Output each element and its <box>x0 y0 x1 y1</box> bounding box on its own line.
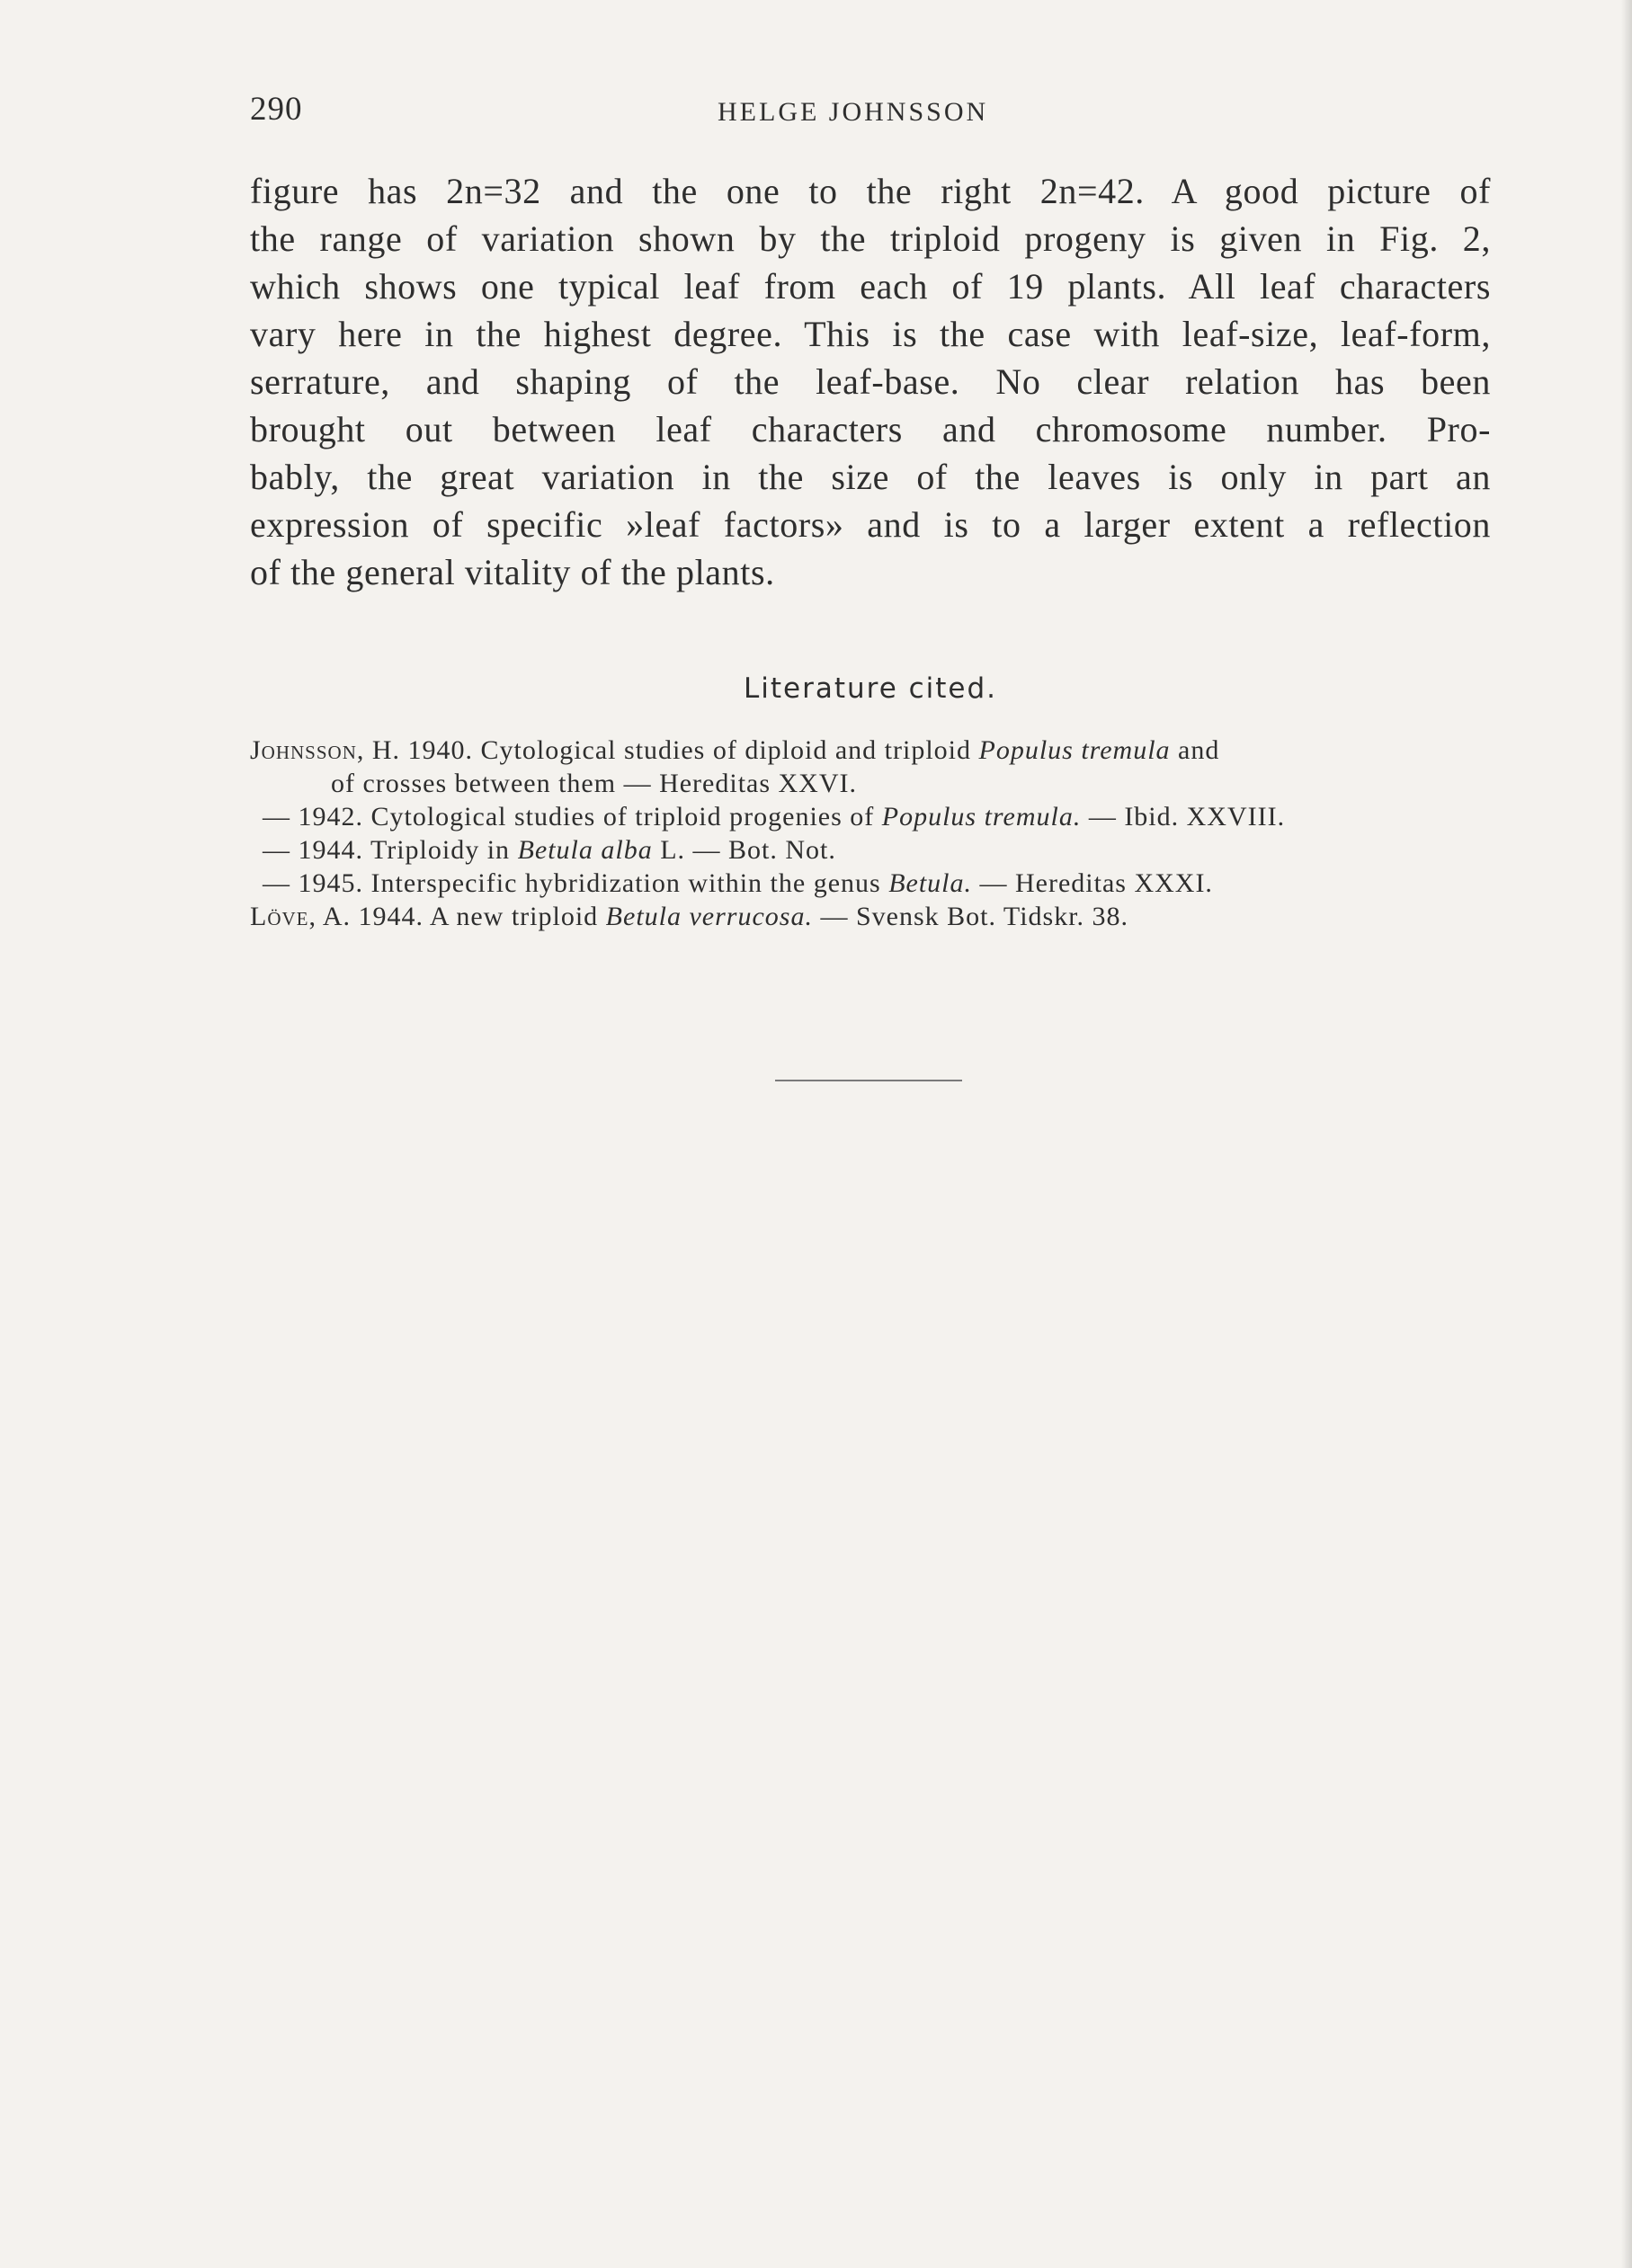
body-line: vary here in the highest degree. This is the case with leaf-size, leaf-form, <box>250 314 1491 354</box>
reference-text: — 1944. Triploidy in <box>263 835 518 865</box>
body-line: figure has 2n=32 and the one to the right 2n=42. A good picture of <box>250 171 1491 211</box>
reference-entry <box>250 800 1491 833</box>
reference-text: — 1942. Cytological studies of triploid progenies of <box>263 802 882 832</box>
body-paragraph <box>250 167 1491 596</box>
body-line: the range of variation shown by the triploid progeny is given in Fig. 2, <box>250 218 1491 259</box>
reference-taxon: Populus tremula. <box>881 802 1082 832</box>
reference-text: , H. 1940. Cytological studies of diploid and triploid <box>356 735 979 765</box>
reference-text: — 1945. Interspecific hybridization within the genus <box>263 868 889 898</box>
reference-text: — Ibid. XXVIII. <box>1081 802 1286 832</box>
reference-text: — Hereditas XXXI. <box>972 868 1213 898</box>
body-line: which shows one typical leaf from each of 19 plants. All leaf characters <box>250 266 1491 307</box>
reference-entry <box>250 867 1491 900</box>
reference-continuation: of crosses between them — Hereditas XXVI. <box>331 769 857 798</box>
reference-taxon: Betula. <box>888 868 972 898</box>
body-line: bably, the great variation in the size of the leaves is only in part an <box>250 457 1491 497</box>
reference-entry <box>250 734 1491 767</box>
reference-entry <box>250 900 1491 933</box>
reference-taxon: Populus tremula <box>978 735 1171 765</box>
page-edge-shadow <box>1621 0 1632 2268</box>
running-head <box>250 90 1491 135</box>
reference-taxon: Betula verrucosa. <box>605 902 813 931</box>
body-line: serrature, and shaping of the leaf-base. No clear relation has been <box>250 361 1491 402</box>
reference-text: , A. 1944. A new triploid <box>308 902 606 931</box>
section-heading: Literature cited. <box>743 672 998 705</box>
reference-text: and <box>1170 735 1220 765</box>
page-number: 290 <box>250 91 303 128</box>
running-title: HELGE JOHNSSON <box>718 97 989 127</box>
reference-text: — Svensk Bot. Tidskr. 38. <box>812 902 1129 931</box>
reference-author: Johnsson <box>250 735 357 765</box>
reference-entry <box>250 833 1491 867</box>
body-line: of the general vitality of the plants. <box>250 552 775 592</box>
reference-text: L. — Bot. Not. <box>652 835 836 865</box>
reference-author: Löve <box>250 902 309 931</box>
reference-list <box>250 734 1491 933</box>
end-rule <box>775 1080 962 1081</box>
body-line: brought out between leaf characters and chromosome number. Pro- <box>250 409 1491 449</box>
reference-taxon: Betula alba <box>517 835 653 865</box>
body-line: expression of specific »leaf factors» and is to a larger extent a reflection <box>250 504 1491 545</box>
